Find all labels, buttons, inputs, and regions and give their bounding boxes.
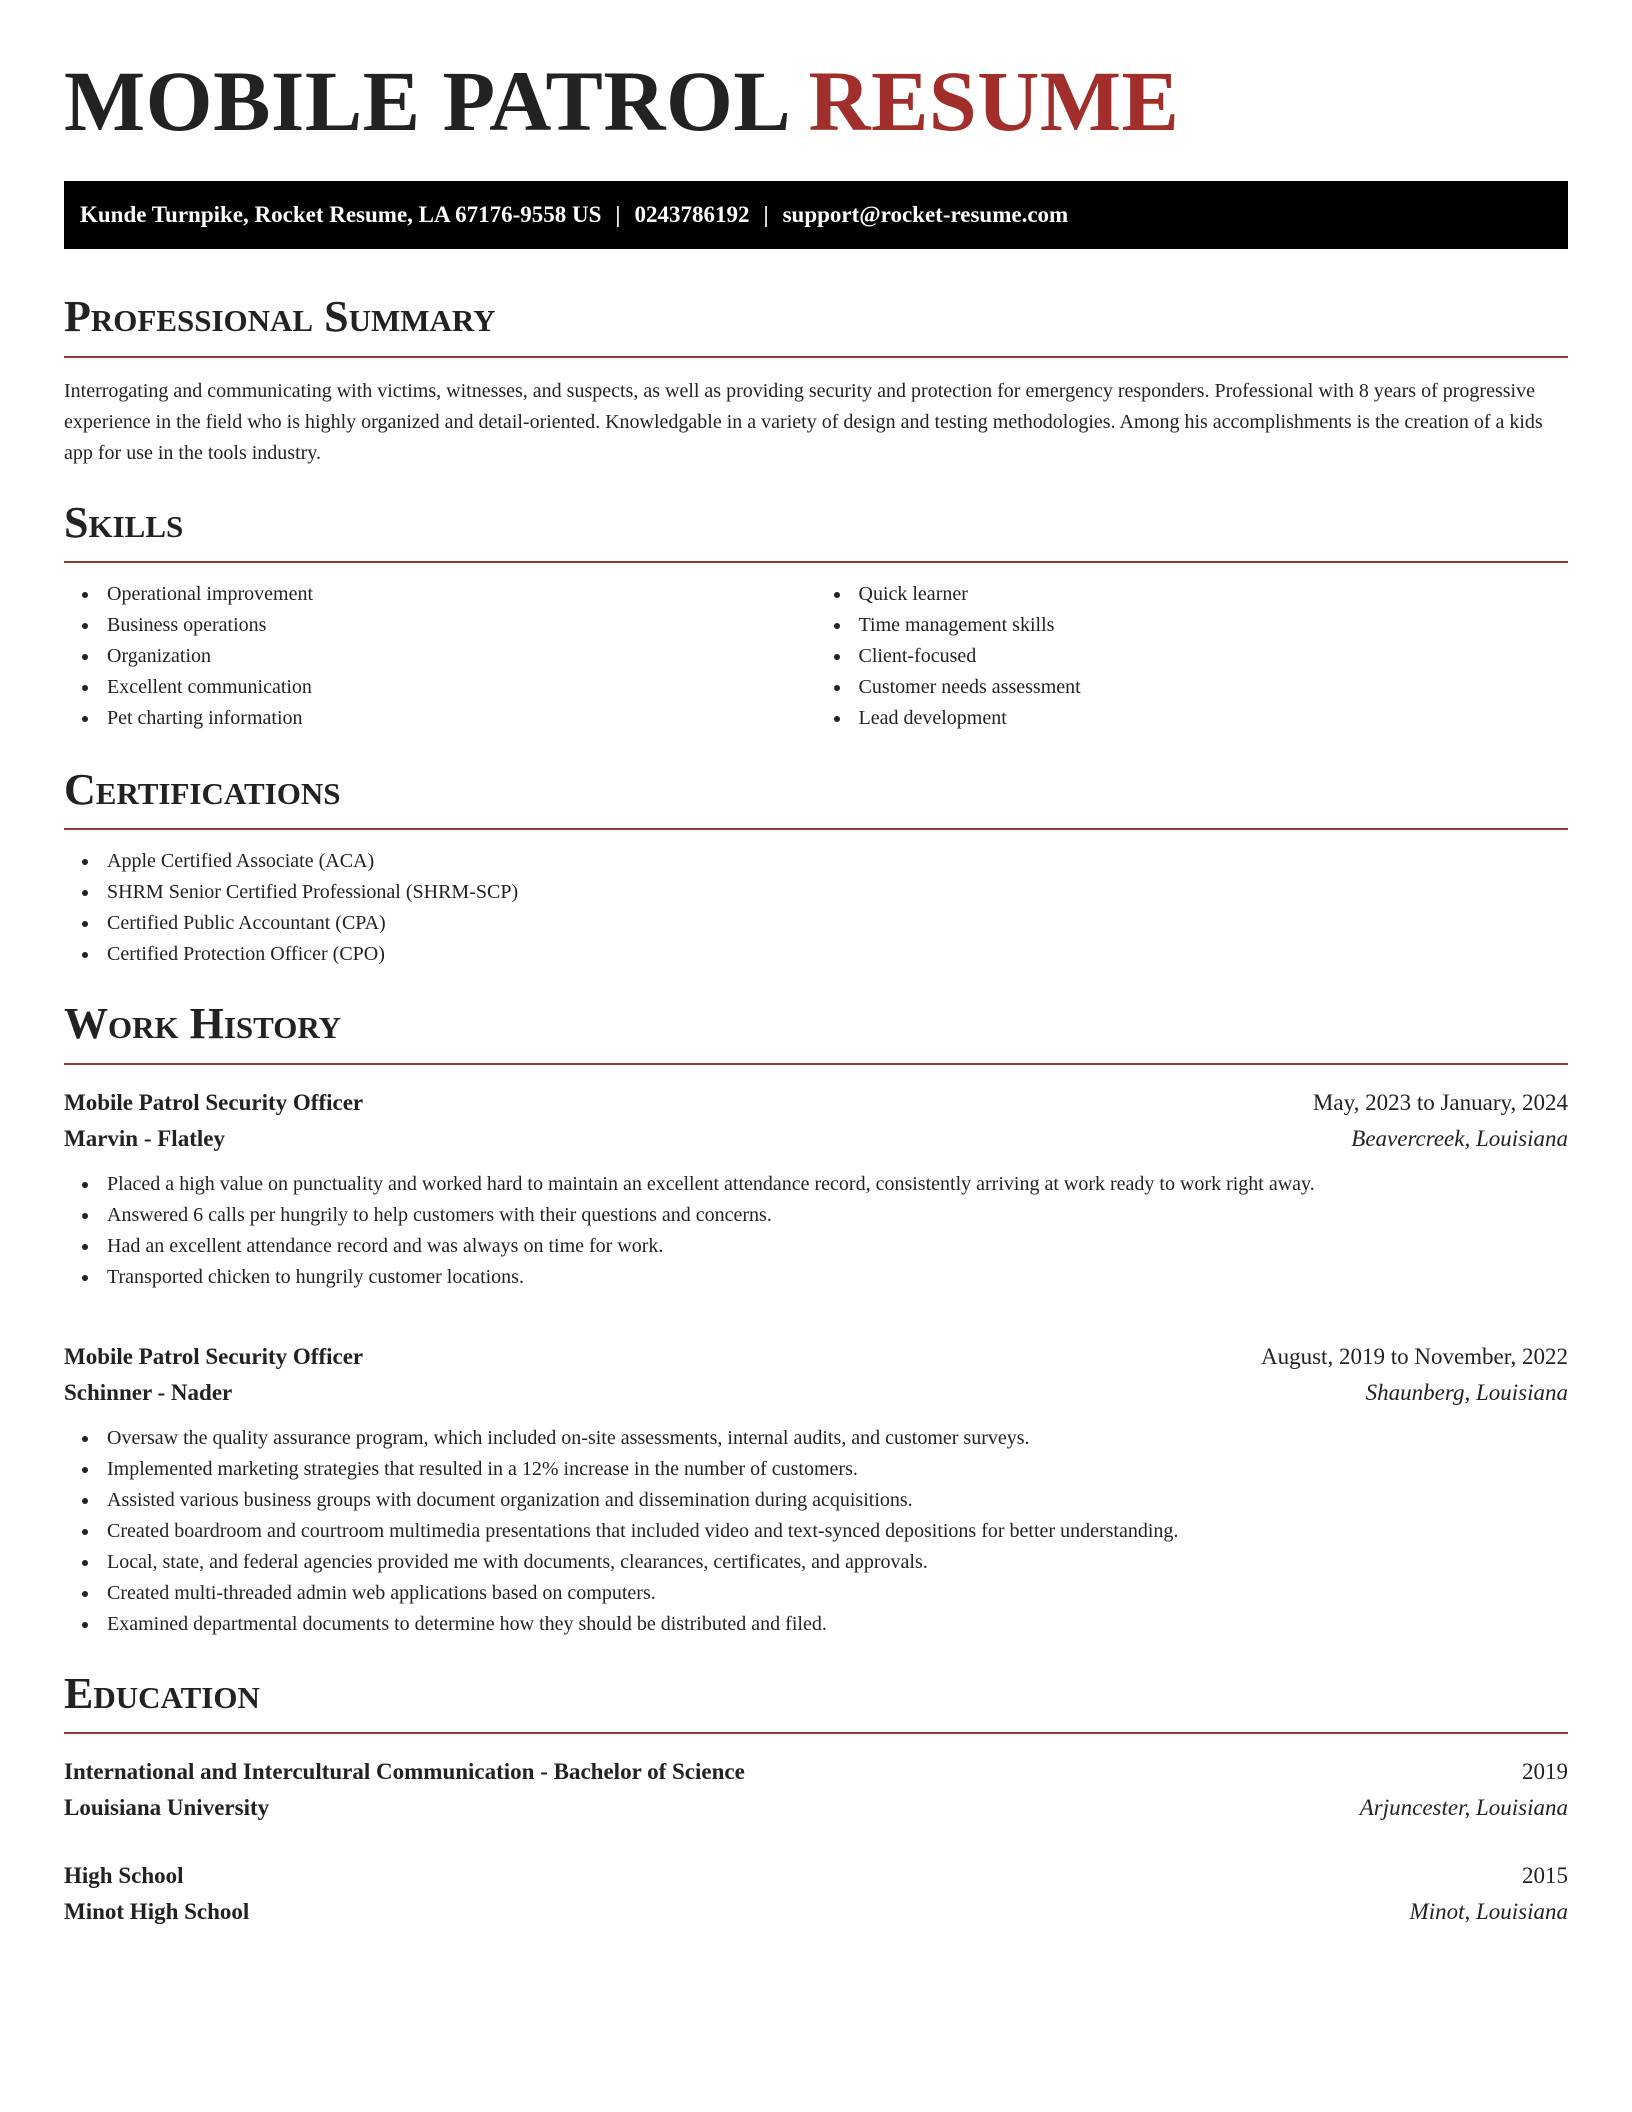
job-title-row bbox=[64, 1085, 1568, 1121]
education-entry bbox=[64, 1754, 1568, 1826]
job-entry bbox=[64, 1085, 1568, 1293]
skills-left-list bbox=[64, 579, 817, 734]
job-location: Beavercreek, Louisiana bbox=[1351, 1125, 1568, 1151]
work-history-section bbox=[64, 1000, 1568, 1639]
skills-heading: Skills bbox=[64, 499, 1568, 563]
contact-address: Kunde Turnpike, Rocket Resume, LA 67176-9558 US bbox=[80, 202, 602, 228]
job-bullet: Created multi-threaded admin web applications based on computers. bbox=[107, 1578, 1568, 1609]
title-accent: RESUME bbox=[808, 53, 1180, 149]
job-bullet: Implemented marketing strategies that resulted in a 12% increase in the number of customers. bbox=[107, 1454, 1568, 1485]
job-bullet: Answered 6 calls per hungrily to help customers with their questions and concerns. bbox=[107, 1200, 1568, 1231]
skill-item: Pet charting information bbox=[107, 703, 817, 734]
certification-item: Apple Certified Associate (ACA) bbox=[107, 846, 1568, 877]
education-year: 2019 bbox=[1522, 1759, 1568, 1785]
job-location: Shaunberg, Louisiana bbox=[1365, 1379, 1568, 1405]
job-bullet: Had an excellent attendance record and was always on time for work. bbox=[107, 1231, 1568, 1262]
education-school: Louisiana University bbox=[64, 1795, 270, 1821]
education-entry bbox=[64, 1858, 1568, 1930]
education-location: Minot, Louisiana bbox=[1409, 1899, 1568, 1925]
education-degree-row bbox=[64, 1858, 1568, 1894]
job-entry bbox=[64, 1339, 1568, 1640]
job-bullet: Placed a high value on punctuality and worked hard to maintain an excellent attendance record, consistently arriving at work ready to work right away. bbox=[107, 1169, 1568, 1200]
education-year: 2015 bbox=[1522, 1863, 1568, 1889]
skill-item: Business operations bbox=[107, 610, 817, 641]
job-bullets bbox=[64, 1169, 1568, 1293]
certifications-section bbox=[64, 766, 1568, 970]
skills-section bbox=[64, 499, 1568, 734]
skill-item: Excellent communication bbox=[107, 672, 817, 703]
contact-bar bbox=[64, 181, 1568, 249]
education-section bbox=[64, 1670, 1568, 1930]
summary-heading: Professional Summary bbox=[64, 293, 1568, 357]
contact-separator: | bbox=[763, 202, 769, 228]
job-title: Mobile Patrol Security Officer bbox=[64, 1343, 364, 1369]
skill-item: Customer needs assessment bbox=[859, 672, 1569, 703]
skill-item: Quick learner bbox=[859, 579, 1569, 610]
summary-text: Interrogating and communicating with victims, witnesses, and suspects, as well as providing security and protection for emergency responders. Professional with 8 years of progressive experience in the field who is highly organized and detail-oriented. Knowledgable in a variety of design and testing methodologies. Among his accomplishments is the creation of a kids app for use in the tools industry. bbox=[64, 379, 1543, 464]
certifications-list bbox=[64, 846, 1568, 970]
contact-email[interactable]: support@rocket-resume.com bbox=[782, 202, 1069, 228]
education-degree-row bbox=[64, 1754, 1568, 1790]
skill-item: Lead development bbox=[859, 703, 1569, 734]
work-history-heading: Work History bbox=[64, 1000, 1568, 1064]
education-location: Arjuncester, Louisiana bbox=[1359, 1795, 1568, 1821]
job-bullets bbox=[64, 1423, 1568, 1640]
skill-item: Client-focused bbox=[859, 641, 1569, 672]
job-bullet: Examined departmental documents to determine how they should be distributed and filed. bbox=[107, 1609, 1568, 1640]
skills-grid bbox=[64, 579, 1568, 734]
education-school: Minot High School bbox=[64, 1899, 250, 1925]
job-title: Mobile Patrol Security Officer bbox=[64, 1089, 364, 1115]
contact-phone: 0243786192 bbox=[634, 202, 750, 228]
certification-item: Certified Protection Officer (CPO) bbox=[107, 939, 1568, 970]
skill-item: Organization bbox=[107, 641, 817, 672]
job-dates: May, 2023 to January, 2024 bbox=[1312, 1089, 1568, 1115]
education-school-row bbox=[64, 1894, 1568, 1930]
certification-item: Certified Public Accountant (CPA) bbox=[107, 908, 1568, 939]
education-heading: Education bbox=[64, 1670, 1568, 1734]
summary-section bbox=[64, 293, 1568, 468]
job-bullet: Local, state, and federal agencies provided me with documents, clearances, certificates, and approvals. bbox=[107, 1547, 1568, 1578]
contact-separator: | bbox=[615, 202, 621, 228]
resume-title bbox=[64, 50, 1568, 153]
job-company: Marvin - Flatley bbox=[64, 1125, 225, 1151]
job-bullet: Created boardroom and courtroom multimedia presentations that included video and text-synced depositions for better understanding. bbox=[107, 1516, 1568, 1547]
job-bullet: Transported chicken to hungrily customer locations. bbox=[107, 1262, 1568, 1293]
job-company: Schinner - Nader bbox=[64, 1379, 233, 1405]
job-bullet: Assisted various business groups with document organization and dissemination during acquisitions. bbox=[107, 1485, 1568, 1516]
skills-right-list bbox=[817, 579, 1569, 734]
job-dates: August, 2019 to November, 2022 bbox=[1261, 1343, 1568, 1369]
skill-item: Operational improvement bbox=[107, 579, 817, 610]
certifications-heading: Certifications bbox=[64, 766, 1568, 830]
skill-item: Time management skills bbox=[859, 610, 1569, 641]
education-degree: International and Intercultural Communication - Bachelor of Science bbox=[64, 1759, 745, 1785]
job-company-row bbox=[64, 1121, 1568, 1157]
education-degree: High School bbox=[64, 1863, 184, 1889]
job-company-row bbox=[64, 1375, 1568, 1411]
title-primary: MOBILE PATROL bbox=[64, 53, 787, 149]
education-school-row bbox=[64, 1790, 1568, 1826]
certification-item: SHRM Senior Certified Professional (SHRM-SCP) bbox=[107, 877, 1568, 908]
job-bullet: Oversaw the quality assurance program, which included on-site assessments, internal audits, and customer surveys. bbox=[107, 1423, 1568, 1454]
job-title-row bbox=[64, 1339, 1568, 1375]
